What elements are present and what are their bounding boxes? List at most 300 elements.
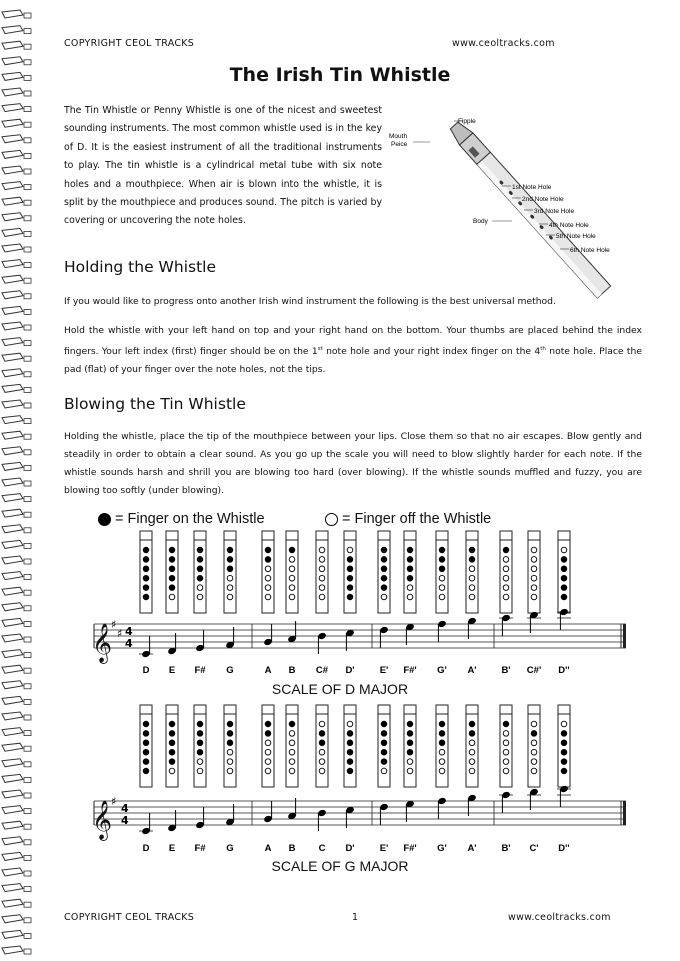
spiral-ring bbox=[2, 306, 23, 314]
spiral-ring bbox=[2, 119, 23, 127]
hole-open bbox=[469, 759, 475, 765]
hole-covered bbox=[169, 749, 175, 755]
fingering-mouthpiece bbox=[166, 705, 178, 714]
fingering-mouthpiece bbox=[466, 531, 478, 540]
hole-covered bbox=[265, 547, 271, 553]
hole-covered bbox=[469, 557, 475, 563]
hole-covered bbox=[561, 566, 567, 572]
fingering-mouthpiece bbox=[436, 705, 448, 714]
hole-covered bbox=[469, 731, 475, 737]
spiral-ring bbox=[2, 197, 23, 205]
intro-paragraph: The Tin Whistle or Penny Whistle is one of the nicest and sweetest sounding instruments. The most common whistle used is in the key of D. It is the easiest instrument of all the traditional instruments to play. The tin whistle is a cylindrical metal tube with six note holes and a mouthpiece. When air is blown into the whistle, it is split by the mouthpiece and produces sound. The pitch is varied by covering or uncovering the note holes. bbox=[64, 105, 382, 227]
hole-open bbox=[469, 566, 475, 572]
hole-covered bbox=[265, 721, 271, 727]
treble-clef: 𝄞 bbox=[92, 623, 113, 663]
hole-covered bbox=[561, 768, 567, 774]
label-note-hole-6: 6th Note Hole bbox=[570, 247, 610, 254]
binding-hole bbox=[24, 933, 31, 938]
binding-hole bbox=[24, 294, 31, 299]
hole-covered bbox=[347, 566, 353, 572]
note-label: C' bbox=[529, 843, 539, 854]
hole-open bbox=[531, 566, 537, 572]
binding-hole bbox=[24, 216, 31, 221]
spiral-ring bbox=[2, 135, 23, 143]
hole-covered bbox=[319, 740, 325, 746]
header-copyright: COPYRIGHT CEOL TRACKS bbox=[64, 38, 195, 49]
fingering-mouthpiece bbox=[194, 705, 206, 714]
note-label: A' bbox=[467, 843, 477, 854]
fingering-mouthpiece bbox=[500, 531, 512, 540]
binding-hole bbox=[24, 372, 31, 377]
hole-open bbox=[439, 749, 445, 755]
scale-title-g-major: SCALE OF G MAJOR bbox=[271, 858, 409, 874]
note-label: G bbox=[226, 843, 234, 854]
hole-covered bbox=[469, 721, 475, 727]
filled-dot-icon bbox=[98, 513, 111, 526]
time-signature-bottom: 4 bbox=[125, 637, 133, 650]
page-title: The Irish Tin Whistle bbox=[229, 64, 451, 86]
hole-open bbox=[407, 594, 413, 600]
spiral-ring bbox=[2, 88, 23, 96]
hole-covered bbox=[407, 575, 413, 581]
hole-open bbox=[265, 566, 271, 572]
binding-hole bbox=[24, 387, 31, 392]
hole-covered bbox=[381, 749, 387, 755]
fingering-mouthpiece bbox=[404, 531, 416, 540]
fingering-mouthpiece bbox=[262, 705, 274, 714]
hole-open bbox=[265, 749, 271, 755]
holding-paragraph-1: If you would like to progress onto another Irish wind instrument the following is the best universal method. bbox=[64, 296, 556, 307]
spiral-ring bbox=[2, 182, 23, 190]
hole-covered bbox=[143, 740, 149, 746]
hole-covered bbox=[561, 575, 567, 581]
spiral-ring bbox=[2, 260, 23, 268]
binding-hole bbox=[24, 450, 31, 455]
hole-open bbox=[439, 594, 445, 600]
hole-open bbox=[469, 594, 475, 600]
hole-covered bbox=[561, 594, 567, 600]
spiral-ring bbox=[2, 10, 23, 18]
holding-heading: Holding the Whistle bbox=[64, 258, 216, 276]
hole-covered bbox=[227, 547, 233, 553]
hole-open bbox=[319, 594, 325, 600]
fingering-mouthpiece bbox=[316, 531, 328, 540]
hole-open bbox=[561, 547, 567, 553]
hole-open bbox=[289, 566, 295, 572]
note-label: D'' bbox=[558, 843, 570, 854]
spiral-ring bbox=[2, 462, 23, 470]
hole-covered bbox=[561, 731, 567, 737]
hole-open bbox=[197, 585, 203, 591]
fingering-mouthpiece bbox=[378, 531, 390, 540]
hole-open bbox=[319, 557, 325, 563]
binding-hole bbox=[24, 278, 31, 283]
hole-covered bbox=[319, 731, 325, 737]
hole-open bbox=[319, 585, 325, 591]
hole-open bbox=[407, 585, 413, 591]
hole-covered bbox=[227, 566, 233, 572]
fingering-chart bbox=[0, 525, 680, 885]
binding-hole bbox=[24, 91, 31, 96]
hole-open bbox=[503, 759, 509, 765]
spiral-ring bbox=[2, 228, 23, 236]
hole-open bbox=[531, 740, 537, 746]
label-fipple: Fipple bbox=[458, 118, 476, 125]
hole-open bbox=[407, 759, 413, 765]
spiral-ring bbox=[2, 166, 23, 174]
note-label: B' bbox=[501, 665, 511, 676]
binding-hole bbox=[24, 341, 31, 346]
hole-open bbox=[531, 557, 537, 563]
hole-covered bbox=[347, 575, 353, 581]
hole-covered bbox=[407, 721, 413, 727]
note-label: G' bbox=[437, 843, 447, 854]
hole-covered bbox=[143, 575, 149, 581]
note-label: A bbox=[264, 843, 272, 854]
hole-open bbox=[289, 557, 295, 563]
legend-finger-off: = Finger off the Whistle bbox=[325, 511, 491, 527]
binding-hole bbox=[24, 419, 31, 424]
fingering-mouthpiece bbox=[528, 705, 540, 714]
binding-hole bbox=[24, 200, 31, 205]
hole-covered bbox=[143, 547, 149, 553]
hole-open bbox=[439, 575, 445, 581]
note-label: D'' bbox=[558, 665, 570, 676]
hole-covered bbox=[227, 731, 233, 737]
hole-covered bbox=[143, 585, 149, 591]
hole-covered bbox=[143, 731, 149, 737]
fingering-mouthpiece bbox=[140, 531, 152, 540]
binding-hole bbox=[24, 481, 31, 486]
note-label: B bbox=[288, 665, 296, 676]
hole-open bbox=[289, 731, 295, 737]
spiral-ring bbox=[2, 353, 23, 361]
note-label: D bbox=[142, 665, 150, 676]
final-barline bbox=[623, 801, 626, 825]
hole-open bbox=[169, 768, 175, 774]
note-label: E bbox=[168, 665, 176, 676]
hole-covered bbox=[407, 547, 413, 553]
spiral-ring bbox=[2, 369, 23, 377]
hole-covered bbox=[381, 566, 387, 572]
hole-open bbox=[439, 585, 445, 591]
hole-covered bbox=[439, 740, 445, 746]
fingering-mouthpiece bbox=[140, 705, 152, 714]
hole-covered bbox=[169, 575, 175, 581]
hole-open bbox=[227, 768, 233, 774]
fingering-mouthpiece bbox=[262, 531, 274, 540]
spiral-ring bbox=[2, 509, 23, 517]
spiral-ring bbox=[2, 41, 23, 49]
hole-covered bbox=[561, 749, 567, 755]
hole-covered bbox=[197, 575, 203, 581]
note-label: C bbox=[318, 843, 326, 854]
label-note-hole-1: 1st Note Hole bbox=[512, 184, 552, 191]
fingering-mouthpiece bbox=[286, 705, 298, 714]
hole-covered bbox=[503, 721, 509, 727]
note-label: F#' bbox=[403, 665, 417, 676]
fingering-mouthpiece bbox=[344, 705, 356, 714]
note-label: D' bbox=[345, 665, 355, 676]
time-signature-top: 4 bbox=[121, 802, 129, 815]
hole-open bbox=[319, 721, 325, 727]
binding-hole bbox=[24, 107, 31, 112]
binding-hole bbox=[24, 44, 31, 49]
hole-open bbox=[169, 594, 175, 600]
hole-open bbox=[319, 768, 325, 774]
note-label: A bbox=[264, 665, 272, 676]
spiral-ring bbox=[2, 275, 23, 283]
hole-open bbox=[265, 759, 271, 765]
time-signature-top: 4 bbox=[125, 625, 133, 638]
note-label: B bbox=[288, 843, 296, 854]
hole-open bbox=[503, 594, 509, 600]
hole-covered bbox=[169, 759, 175, 765]
hole-covered bbox=[197, 547, 203, 553]
hole-covered bbox=[347, 740, 353, 746]
hole-covered bbox=[347, 749, 353, 755]
footer-website: www.ceoltracks.com bbox=[508, 912, 611, 923]
final-barline bbox=[623, 624, 626, 648]
spiral-ring bbox=[2, 930, 23, 938]
hole-open bbox=[289, 740, 295, 746]
hole-open bbox=[227, 594, 233, 600]
binding-hole bbox=[24, 465, 31, 470]
hole-open bbox=[319, 547, 325, 553]
note-label: F# bbox=[194, 843, 206, 854]
fingering-mouthpiece bbox=[316, 705, 328, 714]
spiral-ring bbox=[2, 291, 23, 299]
fingering-mouthpiece bbox=[528, 531, 540, 540]
hole-open bbox=[439, 759, 445, 765]
binding-hole bbox=[24, 231, 31, 236]
hole-covered bbox=[143, 768, 149, 774]
hole-covered bbox=[503, 547, 509, 553]
spiral-ring bbox=[2, 946, 23, 954]
hole-open bbox=[469, 749, 475, 755]
whistle-diagram bbox=[386, 92, 646, 302]
spiral-ring bbox=[2, 431, 23, 439]
hole-open bbox=[227, 759, 233, 765]
binding-hole bbox=[24, 403, 31, 408]
legend-finger-on: = Finger on the Whistle bbox=[98, 511, 265, 527]
note-label: D' bbox=[345, 843, 355, 854]
hole-open bbox=[197, 759, 203, 765]
hole-covered bbox=[143, 721, 149, 727]
hole-covered bbox=[197, 557, 203, 563]
binding-hole bbox=[24, 949, 31, 954]
spiral-ring bbox=[2, 213, 23, 221]
spiral-ring bbox=[2, 104, 23, 112]
hole-open bbox=[531, 721, 537, 727]
key-signature-sharp: ♯ bbox=[117, 627, 123, 640]
hole-covered bbox=[289, 721, 295, 727]
hole-covered bbox=[561, 759, 567, 765]
holding-paragraph-2: Hold the whistle with your left hand on top and your right hand on the bottom. Your thumbs are placed behind the index fingers. Your left index (first) finger should be on the 1st note hole and your right index finger on the 4th note hole. Place the pad (flat) of your finger over the note holes, not the tips. bbox=[64, 325, 642, 376]
spiral-ring bbox=[2, 447, 23, 455]
blowing-heading: Blowing the Tin Whistle bbox=[64, 395, 246, 413]
spiral-ring bbox=[2, 416, 23, 424]
fingering-mouthpiece bbox=[224, 531, 236, 540]
fingering-mouthpiece bbox=[558, 705, 570, 714]
note-label: G bbox=[226, 665, 234, 676]
hole-open bbox=[265, 585, 271, 591]
spiral-ring bbox=[2, 915, 23, 923]
hole-open bbox=[381, 594, 387, 600]
hole-open bbox=[265, 768, 271, 774]
hole-open bbox=[319, 749, 325, 755]
hole-open bbox=[439, 768, 445, 774]
hole-open bbox=[531, 575, 537, 581]
hole-open bbox=[469, 585, 475, 591]
hole-covered bbox=[439, 731, 445, 737]
time-signature-bottom: 4 bbox=[121, 814, 129, 827]
hole-open bbox=[561, 721, 567, 727]
hole-open bbox=[407, 768, 413, 774]
hole-covered bbox=[265, 731, 271, 737]
hole-open bbox=[503, 749, 509, 755]
hole-covered bbox=[143, 749, 149, 755]
spiral-ring bbox=[2, 26, 23, 34]
hole-covered bbox=[381, 585, 387, 591]
hole-open bbox=[503, 585, 509, 591]
binding-hole bbox=[24, 325, 31, 330]
hole-covered bbox=[439, 547, 445, 553]
hole-open bbox=[469, 768, 475, 774]
note-label: G' bbox=[437, 665, 447, 676]
label-mouth: Mouth bbox=[389, 133, 408, 140]
hole-open bbox=[289, 749, 295, 755]
binding-hole bbox=[24, 185, 31, 190]
note-label: C# bbox=[315, 665, 329, 676]
binding-hole bbox=[24, 434, 31, 439]
binding-hole bbox=[24, 512, 31, 517]
hole-open bbox=[227, 575, 233, 581]
spiral-ring bbox=[2, 400, 23, 408]
fingering-mouthpiece bbox=[344, 531, 356, 540]
hole-open bbox=[289, 575, 295, 581]
hole-covered bbox=[407, 740, 413, 746]
hole-covered bbox=[197, 740, 203, 746]
hole-open bbox=[319, 575, 325, 581]
hole-covered bbox=[143, 566, 149, 572]
binding-hole bbox=[24, 122, 31, 127]
fingering-mouthpiece bbox=[558, 531, 570, 540]
hole-open bbox=[319, 759, 325, 765]
fingering-mouthpiece bbox=[378, 705, 390, 714]
spiral-ring bbox=[2, 244, 23, 252]
hole-covered bbox=[169, 721, 175, 727]
hole-covered bbox=[169, 547, 175, 553]
binding-hole bbox=[24, 497, 31, 502]
hole-covered bbox=[381, 547, 387, 553]
hole-open bbox=[531, 749, 537, 755]
hole-covered bbox=[169, 731, 175, 737]
hole-covered bbox=[143, 759, 149, 765]
binding-hole bbox=[24, 902, 31, 907]
hole-open bbox=[289, 759, 295, 765]
binding-hole bbox=[24, 918, 31, 923]
hole-covered bbox=[381, 740, 387, 746]
label-peice: Peice bbox=[391, 141, 408, 148]
binding-hole bbox=[24, 138, 31, 143]
hole-open bbox=[469, 740, 475, 746]
hole-covered bbox=[347, 768, 353, 774]
hole-open bbox=[289, 585, 295, 591]
hole-covered bbox=[169, 585, 175, 591]
hole-covered bbox=[347, 731, 353, 737]
note-label: B' bbox=[501, 843, 511, 854]
treble-clef: 𝄞 bbox=[92, 800, 113, 840]
footer-copyright: COPYRIGHT CEOL TRACKS bbox=[64, 912, 195, 923]
fingering-mouthpiece bbox=[194, 531, 206, 540]
hole-covered bbox=[197, 749, 203, 755]
hole-open bbox=[227, 585, 233, 591]
note-label: E bbox=[168, 843, 176, 854]
key-signature-sharp: ♯ bbox=[111, 795, 117, 808]
hole-open bbox=[265, 740, 271, 746]
spiral-ring bbox=[2, 338, 23, 346]
spiral-ring bbox=[2, 899, 23, 907]
hole-covered bbox=[381, 721, 387, 727]
label-note-hole-5: 5th Note Hole bbox=[556, 233, 596, 240]
spiral-ring bbox=[2, 494, 23, 502]
note-label: A' bbox=[467, 665, 477, 676]
note-label: D bbox=[142, 843, 150, 854]
hole-covered bbox=[347, 594, 353, 600]
fingering-mouthpiece bbox=[466, 705, 478, 714]
hole-covered bbox=[439, 721, 445, 727]
fingering-mouthpiece bbox=[436, 531, 448, 540]
binding-hole bbox=[24, 13, 31, 18]
hole-open bbox=[531, 547, 537, 553]
spiral-ring bbox=[2, 150, 23, 158]
label-note-hole-2: 2nd Note Hole bbox=[522, 196, 564, 203]
hole-open bbox=[503, 731, 509, 737]
hole-covered bbox=[561, 585, 567, 591]
hole-open bbox=[503, 768, 509, 774]
hole-open bbox=[347, 721, 353, 727]
hole-covered bbox=[381, 557, 387, 563]
hole-covered bbox=[531, 731, 537, 737]
hole-open bbox=[289, 768, 295, 774]
hole-covered bbox=[265, 557, 271, 563]
hole-covered bbox=[381, 575, 387, 581]
note-label: F# bbox=[194, 665, 206, 676]
fingering-mouthpiece bbox=[500, 705, 512, 714]
hole-open bbox=[197, 594, 203, 600]
binding-hole bbox=[24, 169, 31, 174]
hole-open bbox=[503, 575, 509, 581]
note-label: E' bbox=[379, 665, 389, 676]
hole-covered bbox=[227, 721, 233, 727]
hole-covered bbox=[347, 759, 353, 765]
note-label: E' bbox=[379, 843, 389, 854]
hole-covered bbox=[197, 721, 203, 727]
label-body: Body bbox=[473, 218, 488, 225]
key-signature-sharp: ♯ bbox=[111, 618, 117, 631]
fingering-mouthpiece bbox=[166, 531, 178, 540]
hole-open bbox=[503, 566, 509, 572]
hole-open bbox=[381, 768, 387, 774]
hole-covered bbox=[381, 759, 387, 765]
hole-covered bbox=[407, 731, 413, 737]
fingering-mouthpiece bbox=[286, 531, 298, 540]
hole-open bbox=[227, 749, 233, 755]
hole-open bbox=[265, 575, 271, 581]
label-note-hole-3: 3rd Note Hole bbox=[534, 208, 575, 215]
label-note-hole-4: 4th Note Hole bbox=[549, 222, 589, 229]
